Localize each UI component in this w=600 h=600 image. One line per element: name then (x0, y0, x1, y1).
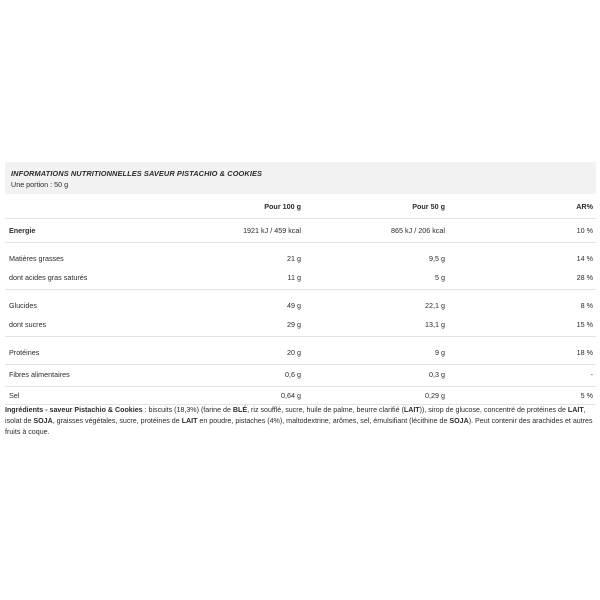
value-per-50g: 865 kJ / 206 kcal (391, 226, 445, 235)
table-header-row (5, 201, 596, 213)
value-ar: 15 % (576, 320, 593, 329)
value-ar: 5 % (580, 391, 593, 400)
ingredients-segment: LAIT (181, 417, 198, 425)
ingredients-segment: , graisses végétales, sucre, protéines de (52, 417, 182, 425)
row-divider (5, 289, 596, 290)
nutrition-panel (5, 162, 596, 400)
value-per-50g: 9 g (435, 348, 445, 357)
ingredients-segment: LAIT (403, 406, 420, 414)
value-per-100g: 20 g (287, 348, 301, 357)
ingredients-segment: , isolat de (5, 406, 586, 425)
ingredients-segment: LAIT (567, 406, 584, 414)
table-row-matieres-grasses (5, 253, 596, 265)
value-ar: - (590, 370, 593, 379)
ingredients-segment: en poudre, pistaches (4%), maltodextrine, arômes, sel, émulsifiant (lécithine de (197, 417, 450, 425)
row-label: Glucides (9, 301, 37, 310)
value-per-100g: 0,6 g (285, 370, 301, 379)
table-row-sel (5, 390, 596, 402)
value-per-100g: 21 g (287, 254, 301, 263)
value-per-50g: 13,1 g (425, 320, 445, 329)
value-ar: 28 % (576, 273, 593, 282)
value-ar: 14 % (576, 254, 593, 263)
row-label: Fibres alimentaires (9, 370, 70, 379)
header-divider (5, 218, 596, 219)
column-header-per-100g: Pour 100 g (264, 202, 301, 211)
row-divider (5, 242, 596, 243)
value-per-50g: 9,5 g (429, 254, 445, 263)
value-per-100g: 1921 kJ / 459 kcal (243, 226, 301, 235)
row-label: Protéines (9, 348, 40, 357)
value-per-100g: 11 g (287, 273, 301, 282)
row-label: dont acides gras saturés (9, 273, 88, 282)
value-ar: 18 % (576, 348, 593, 357)
ingredients-text (5, 405, 593, 438)
row-divider (5, 386, 596, 387)
table-row-glucides (5, 300, 596, 312)
column-header-per-50g: Pour 50 g (412, 202, 445, 211)
row-label: Sel (9, 391, 20, 400)
column-header-ar: AR% (576, 202, 593, 211)
value-per-50g: 0,29 g (425, 391, 445, 400)
nutrition-title: INFORMATIONS NUTRITIONNELLES SAVEUR PISTACHIO & COOKIES (11, 169, 263, 178)
value-per-100g: 0,64 g (281, 391, 301, 400)
ingredients-segment: )), sirop de glucose, concentré de protéines de (419, 406, 568, 414)
row-divider (5, 364, 596, 365)
ingredients-segment: Ingrédients - saveur Pistachio & Cookies (5, 406, 143, 414)
table-row-fibres (5, 369, 596, 381)
table-row-acides-gras-satures (5, 272, 596, 284)
ingredients-segment: SOJA (449, 417, 469, 425)
value-ar: 8 % (580, 301, 593, 310)
value-per-50g: 5 g (435, 273, 445, 282)
row-label: Energie (9, 226, 36, 235)
value-ar: 10 % (576, 226, 593, 235)
portion-size: Une portion : 50 g (11, 180, 69, 189)
ingredients-segment: SOJA (33, 417, 53, 425)
table-row-sucres (5, 319, 596, 331)
row-label: dont sucres (9, 320, 47, 329)
ingredients-segment: , riz soufflé, sucre, huile de palme, beurre clarifié ( (247, 406, 404, 414)
table-row-energie (5, 225, 596, 237)
nutrition-header (5, 162, 596, 194)
value-per-50g: 0,3 g (429, 370, 445, 379)
ingredients-segment: : biscuits (18,3%) (farine de (142, 406, 233, 414)
table-row-proteines (5, 347, 596, 359)
ingredients-segment: BLÉ (232, 406, 248, 414)
row-divider (5, 336, 596, 337)
ingredients-segment: ). Peut contenir des arachides et autres fruits à coque. (5, 417, 593, 436)
value-per-50g: 22,1 g (425, 301, 445, 310)
value-per-100g: 29 g (287, 320, 301, 329)
row-label: Matières grasses (9, 254, 64, 263)
value-per-100g: 49 g (287, 301, 301, 310)
